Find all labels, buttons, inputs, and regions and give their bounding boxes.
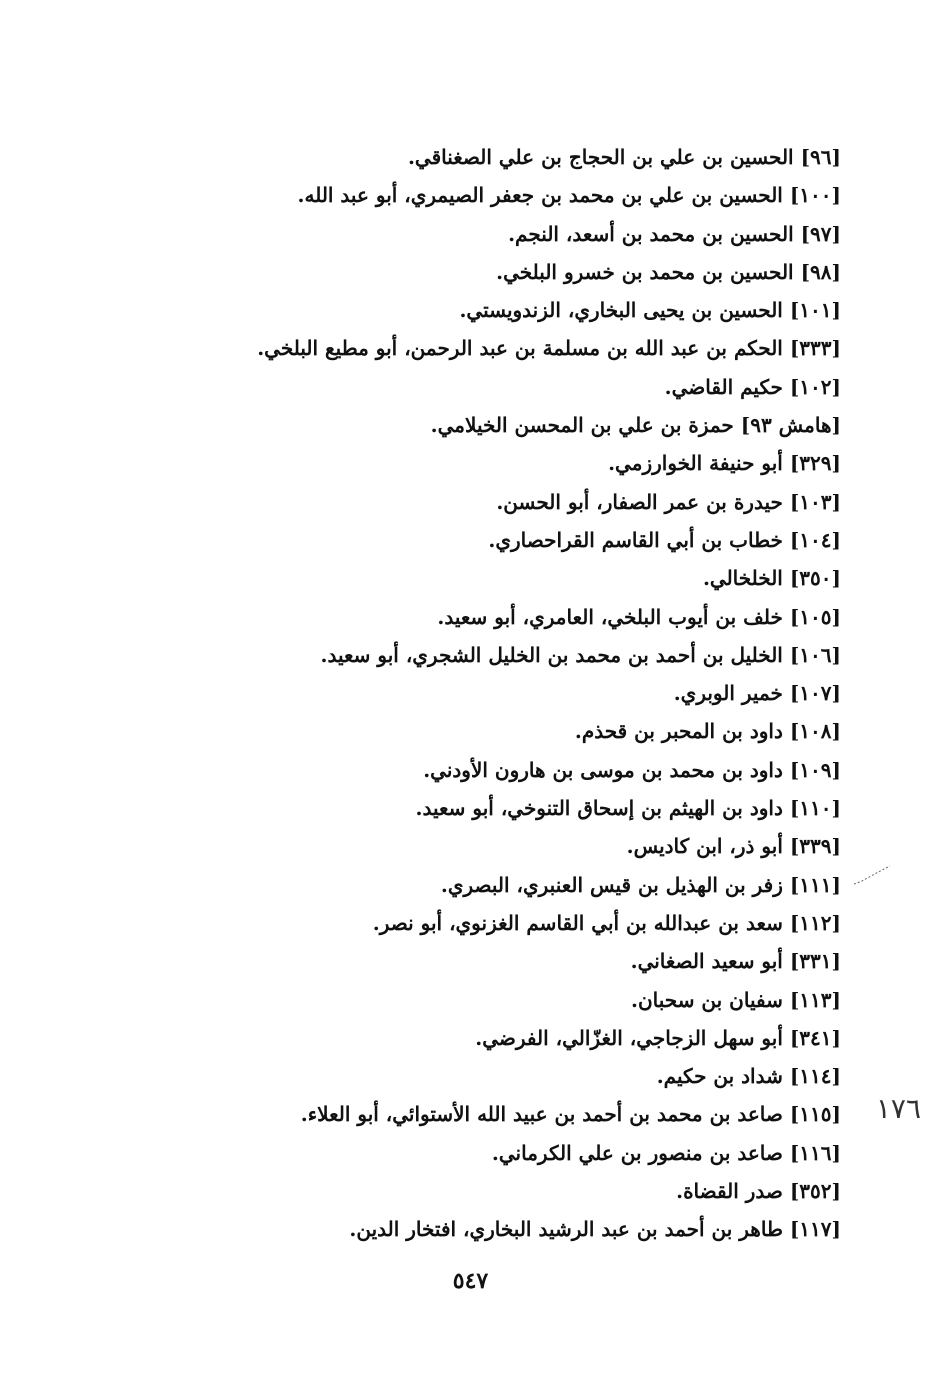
list-item: [١١٤] شداد بن حكيم. (656, 1064, 841, 1089)
list-item: [١١٦] صاعد بن منصور بن علي الكرماني. (491, 1140, 841, 1165)
list-item: [١٠٩] داود بن محمد بن موسى بن هارون الأودني. (423, 757, 841, 782)
list-item: [٣٥٠] الخلخالي. (702, 566, 841, 591)
list-item: [٣٥٢] صدر القضاة. (676, 1179, 841, 1204)
list-item: [٩٦] الحسين بن علي بن الحجاج بن علي الصغناقي. (407, 145, 841, 169)
page-number: ٥٤٧ (452, 1268, 489, 1294)
list-item: [١١٥] صاعد بن محمد بن أحمد بن عبيد الله الأستوائي، أبو العلاء. (300, 1102, 841, 1127)
list-item: [١٠٠] الحسين بن علي بن محمد بن جعفر الصيمري، أبو عبد الله. (297, 183, 841, 208)
list-item: [١١١] زفر بن الهذيل بن قيس العنبري، البصري. (440, 872, 841, 897)
pencil-mark-icon (852, 862, 892, 890)
list-item: [١٠٤] خطاب بن أبي القاسم القراحصاري. (488, 527, 841, 552)
list-item: [١١٣] سفيان بن سحبان. (631, 987, 841, 1012)
list-item: [٩٨] الحسين بن محمد بن خسرو البلخي. (496, 259, 841, 284)
list-item: [هامش ٩٣] حمزة بن علي بن المحسن الخيلامي. (430, 413, 841, 438)
list-item: [٩٧] الحسين بن محمد بن أسعد، النجم. (508, 221, 841, 246)
list-item: [١١٠] داود بن الهيثم بن إسحاق التنوخي، أبو سعيد. (415, 796, 841, 821)
list-item: [٣٢٩] أبو حنيفة الخوارزمي. (608, 451, 841, 476)
list-item: [١٠٦] الخليل بن أحمد بن محمد بن الخليل الشجري، أبو سعيد. (320, 642, 841, 667)
list-item: [٣٣١] أبو سعيد الصغاني. (630, 949, 841, 974)
list-item: [١١٧] طاهر بن أحمد بن عبد الرشيد البخاري، افتخار الدين. (349, 1217, 841, 1242)
list-item: [١٠٢] حكيم القاضي. (664, 374, 841, 399)
list-item: [٣٣٩] أبو ذر، ابن كاديس. (626, 834, 841, 859)
list-item: [١٠٣] حيدرة بن عمر الصفار، أبو الحسن. (496, 489, 841, 514)
list-item: [١٠٥] خلف بن أيوب البلخي، العامري، أبو سعيد. (437, 604, 841, 629)
list-item: [١٠٧] خمير الوبري. (673, 681, 841, 706)
list-item: [٣٤١] أبو سهل الزجاجي، الغزّالي، الفرضي. (475, 1025, 841, 1050)
list-item: [١٠١] الحسين بن يحيى البخاري، الزندويستي. (459, 298, 841, 323)
list-item: [١١٢] سعد بن عبدالله بن أبي القاسم الغزنوي، أبو نصر. (372, 910, 841, 935)
list-item: [١٠٨] داود بن المحبر بن قحذم. (574, 719, 841, 744)
handwritten-margin-note: ١٧٦ (875, 1092, 921, 1125)
name-index-list (81, 138, 841, 1249)
list-item: [٣٣٣] الحكم بن عبد الله بن مسلمة بن عبد الرحمن، أبو مطيع البلخي. (257, 336, 841, 361)
